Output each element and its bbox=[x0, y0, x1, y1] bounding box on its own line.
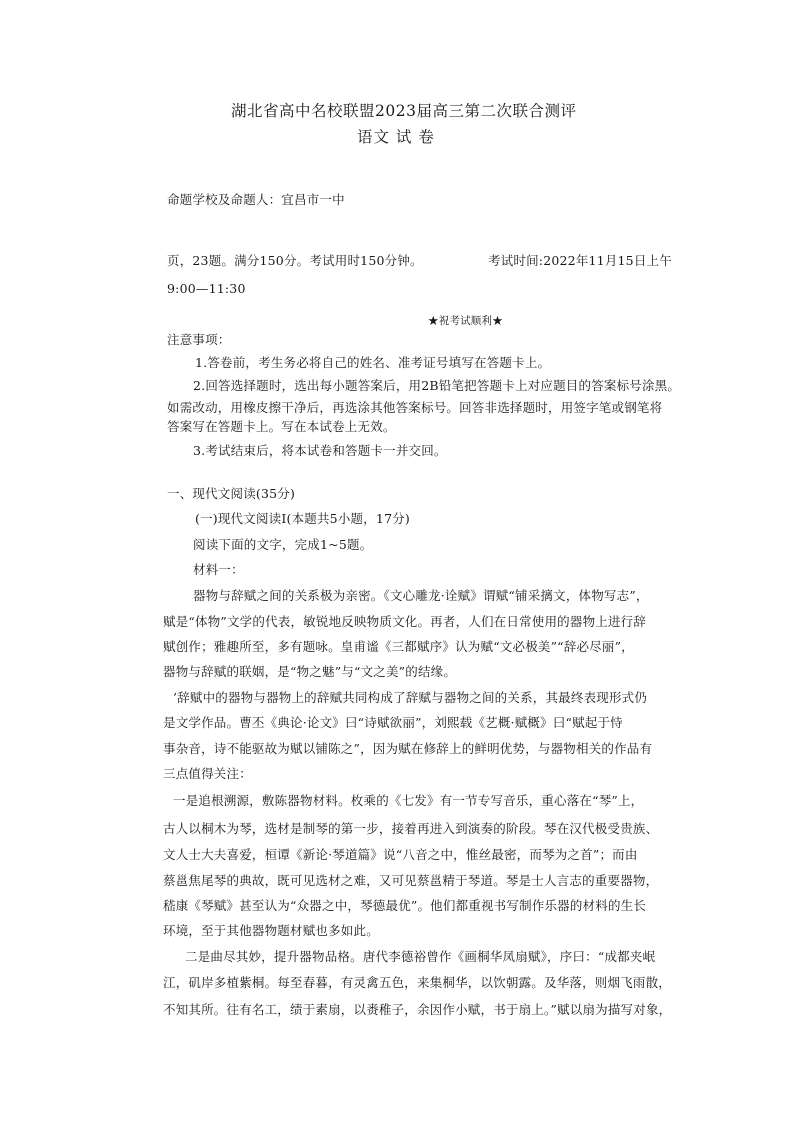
passage-line: 一是追根溯源，敷陈器物材料。枚乘的《七发》有一节专写音乐，重心落在“琴”上， bbox=[173, 793, 644, 808]
section-heading: 一、现代文阅读(35分) bbox=[167, 486, 296, 501]
note-line: 3.考试结束后，将本试卷和答题卡一并交回。 bbox=[193, 443, 447, 458]
note-line: 2.回答选择题时，选出每小题答案后，用2B铅笔把答题卡上对应题目的答案标号涂黑。 bbox=[193, 378, 681, 393]
passage-line: 古人以桐木为琴，选材是制琴的第一步，接着再进入到演奏的阶段。琴在汉代极受贵族、 bbox=[163, 821, 659, 836]
exam-time: 9:00—11:30 bbox=[167, 281, 246, 296]
note-line: 答案写在答题卡上。写在本试卷上无效。 bbox=[167, 419, 396, 434]
passage-line: 赋创作；雅趣所至，多有题咏。皇甫谧《三都赋序》认为赋“文必极美”“辞必尽丽”， bbox=[163, 639, 634, 654]
good-luck-text: ★祝考试顺利★ bbox=[428, 315, 503, 327]
passage-line: 江，矶岸多植紫桐。每至春暮，有灵禽五色，来集桐华，以饮朝露。及华落，则烟飞雨散， bbox=[163, 975, 672, 990]
passage-line: 是文学作品。曹丕《典论·论文》曰“诗赋欲丽”，刘熙载《艺概·赋概》曰“赋起于恃 bbox=[163, 715, 623, 730]
notes-heading: 注意事项： bbox=[167, 332, 231, 347]
exam-info-right: 考试时间:2022年11月15日上午 bbox=[488, 253, 672, 268]
exam-info-left: 页，23题。满分150分。考试用时150分钟。 bbox=[167, 253, 423, 268]
passage-line: 三点值得关注： bbox=[163, 766, 252, 781]
passage-line: 事杂音，诗不能驱故为赋以铺陈之”，因为赋在修辞上的鲜明优势，与器物相关的作品有 bbox=[163, 741, 653, 756]
passage-line: 器物与辞赋的联姻，是“物之魅”与“文之美”的结缘。 bbox=[163, 664, 457, 679]
note-line: 如需改动，用橡皮擦干净后，再选涂其他答案标号。回答非选择题时，用签字笔或钢笔将 bbox=[167, 400, 663, 415]
passage-line: ’辞赋中的器物与器物上的辞赋共同构成了辞赋与器物之间的关系，其最终表现形式仍 bbox=[173, 690, 648, 705]
passage-line: 二是曲尽其妙，提升器物品格。唐代李德裕曾作《画桐华凤扇赋》，序曰：“成都夹岷 bbox=[185, 949, 656, 964]
note-line: 1.答卷前，考生务必将自己的姓名、准考证号填写在答题卡上。 bbox=[195, 355, 551, 370]
passage-line: 不知其所。往有名工，绩于素扇，以赉稚子，余因作小赋，书于扇上。”赋以扇为描写对象， bbox=[163, 1002, 672, 1017]
passage-line: 蔡邕焦尾琴的典故，既可见选材之难，又可见蔡邕精于琴道。琴是士人言志的重要器物， bbox=[163, 873, 659, 888]
exam-title: 湖北省高中名校联盟2023届高三第二次联合测评 bbox=[231, 102, 577, 120]
author-line: 命题学校及命题人：宜昌市一中 bbox=[167, 192, 345, 207]
sub-section-heading: (一)现代文阅读Ⅰ(本题共5小题，17分) bbox=[195, 511, 411, 526]
material-label: 材料一： bbox=[193, 562, 244, 577]
exam-subtitle: 语文 试 卷 bbox=[357, 128, 435, 146]
passage-line: 嵇康《琴赋》甚至认为“众器之中，琴德最优”。他们都重视书写制作乐器的材料的生长 bbox=[163, 898, 647, 913]
passage-line: 环境，至于其他器物题材赋也多如此。 bbox=[163, 923, 379, 938]
passage-line: 器物与辞赋之间的关系极为亲密。《文心雕龙·诠赋》谓赋“铺采摛文，体物写志”， bbox=[193, 588, 649, 603]
passage-line: 赋是“体物”文学的代表，敏锐地反映物质文化。再者，人们在日常使用的器物上进行辞 bbox=[163, 614, 647, 629]
passage-line: 文人士大夫喜爱，桓谭《新论·琴道篇》说“八音之中，惟丝最密，而琴为之首”；而由 bbox=[163, 847, 638, 862]
reading-instruction: 阅读下面的文字，完成1~5题。 bbox=[193, 537, 373, 552]
